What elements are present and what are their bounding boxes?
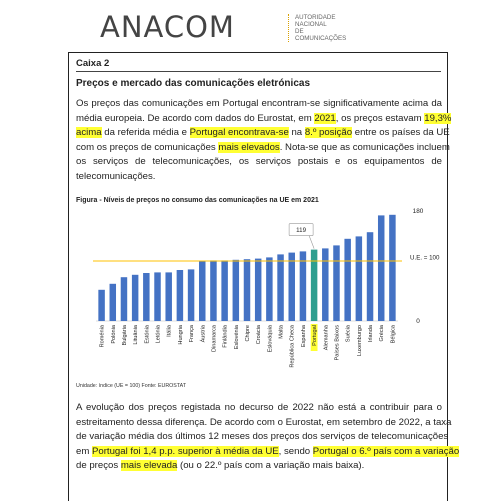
text-run: , sendo <box>278 445 313 457</box>
logo-separator <box>288 14 290 42</box>
logo-wordmark: ANACOM <box>100 10 235 44</box>
category-label: Hungria <box>177 325 184 345</box>
category-label: Chipre <box>245 325 251 342</box>
highlighted-text: Portugal encontrava-se <box>189 127 289 138</box>
paragraph-2-line <box>76 430 449 445</box>
bar <box>288 253 294 321</box>
category-label: Eslováquia <box>267 325 274 353</box>
category-label: República Checa <box>289 325 296 368</box>
figure-title: Figura - Níveis de preços no consumo das comunicações na UE em 2021 <box>76 197 319 204</box>
text-run: . Nota-se que as comunicações incluem <box>279 141 450 153</box>
text-run: de preços <box>76 460 121 471</box>
category-label: Itália <box>166 325 173 337</box>
value-callout-leader <box>309 236 314 249</box>
bar <box>154 272 160 321</box>
highlighted-text: 8.º posição <box>304 127 353 138</box>
category-label: Portugal <box>312 325 319 346</box>
category-label: Estónia <box>144 325 151 344</box>
bar <box>322 248 328 321</box>
text-run: média europeia. De acordo com dados do Eurostat, em <box>76 112 315 124</box>
bar <box>233 260 239 321</box>
bar <box>378 215 384 321</box>
y-tick-label: 0 <box>416 318 420 325</box>
paragraph-2-line <box>76 445 460 460</box>
highlighted-text: mais elevada <box>120 460 178 471</box>
category-label: Suécia <box>345 325 352 343</box>
bar <box>344 239 350 321</box>
highlighted-text: Portugal foi 1,4 p.p. superior à média da UE <box>92 445 279 457</box>
paragraph-1-line <box>76 126 450 141</box>
bar <box>389 215 395 321</box>
paragraph-1 <box>76 97 452 184</box>
highlighted-text: mais elevados <box>218 141 280 153</box>
category-label: Áustria <box>200 325 207 343</box>
category-label: Luxemburgo <box>356 325 363 357</box>
bar <box>121 277 127 321</box>
paragraph-2 <box>76 401 460 474</box>
box-heading: Preços e mercado das comunicações eletrónicas <box>76 78 310 89</box>
category-label: Bulgária <box>121 325 128 346</box>
category-label: Malta <box>278 325 285 339</box>
logo-subtitle: AUTORIDADE NACIONAL DE COMUNICAÇÕES <box>295 14 347 42</box>
bar <box>356 236 362 321</box>
category-label: Irlanda <box>368 325 375 343</box>
paragraph-1-line <box>76 170 442 185</box>
paragraph-2-line <box>76 416 452 431</box>
highlighted-text: 2021 <box>314 112 336 124</box>
category-label: França <box>189 325 196 343</box>
category-label: Eslovénia <box>233 325 240 350</box>
text-run: estreitamento dessa diferença. De acordo com o Eurostat, em setembro de 2022, a taxa <box>76 416 452 428</box>
text-run: na <box>288 127 305 138</box>
bar <box>221 260 227 321</box>
category-label: Países Baixos <box>334 325 341 361</box>
highlighted-text: Portugal o 6.º país com a variação <box>312 445 460 457</box>
text-run: de variação média dos últimos 12 meses dos preços dos serviços de telecomunicações <box>76 431 449 442</box>
bar <box>110 284 116 321</box>
paragraph-1-line <box>76 141 450 156</box>
bar <box>165 272 171 321</box>
category-label: Bélgica <box>390 325 397 344</box>
highlighted-text: acima <box>76 127 102 138</box>
bar <box>210 260 216 321</box>
text-run: (ou o 22.º país com a variação mais baixa). <box>177 460 365 471</box>
box-label: Caixa 2 <box>76 58 110 69</box>
box-divider <box>76 71 441 72</box>
bar <box>98 290 104 321</box>
paragraph-2-line <box>76 401 442 416</box>
text-run: A evolução dos preços registada no decurso de 2022 não está a contribuir para o <box>76 402 442 413</box>
category-label: Dinamarca <box>211 325 218 353</box>
eu-reference-label: U.E. = 100 <box>410 254 440 262</box>
bar <box>143 273 149 321</box>
y-tick-label: 180 <box>412 208 424 215</box>
paragraph-1-line <box>76 112 452 127</box>
text-run: com os preços de comunicações <box>76 141 219 153</box>
text-run: os serviços de telecomunicações, os serviços postais e os equipamentos de <box>76 156 442 167</box>
paragraph-1-line <box>76 97 442 112</box>
price-level-chart <box>76 205 446 383</box>
text-run: da referida média e <box>101 127 190 138</box>
category-label: Alemanha <box>323 325 330 351</box>
bar <box>255 259 261 321</box>
text-run: telecomunicações. <box>76 170 156 182</box>
category-label: Espanha <box>300 325 307 348</box>
bar <box>300 251 306 321</box>
category-label: Finlândia <box>222 325 229 348</box>
bar <box>311 250 317 321</box>
category-label: Grécia <box>379 325 386 342</box>
paragraph-1-line <box>76 155 442 170</box>
category-label: Lituânia <box>133 325 140 345</box>
value-label: 119 <box>296 227 307 235</box>
bar <box>177 270 183 321</box>
category-label: Croácia <box>256 325 263 345</box>
bar <box>266 257 272 321</box>
bar <box>132 275 138 321</box>
bar <box>188 269 194 321</box>
text-run: em <box>76 445 92 457</box>
category-label: Polónia <box>110 325 117 344</box>
bar <box>199 261 205 321</box>
figure-source: Unidade: índice (UE = 100) Fonte: EUROSTAT <box>76 383 187 389</box>
text-run: Os preços das comunicações em Portugal encontram-se significativamente acima da <box>76 98 442 109</box>
category-label: Roménia <box>99 325 106 348</box>
text-run: entre os países da UE <box>352 127 450 138</box>
bar <box>244 259 250 321</box>
paragraph-2-line <box>76 459 442 474</box>
bar <box>367 232 373 321</box>
bar <box>333 245 339 321</box>
bar <box>277 254 283 321</box>
category-label: Letónia <box>155 325 162 344</box>
highlighted-text: 19,3% <box>424 112 452 124</box>
text-run: , os preços estavam <box>335 112 425 124</box>
